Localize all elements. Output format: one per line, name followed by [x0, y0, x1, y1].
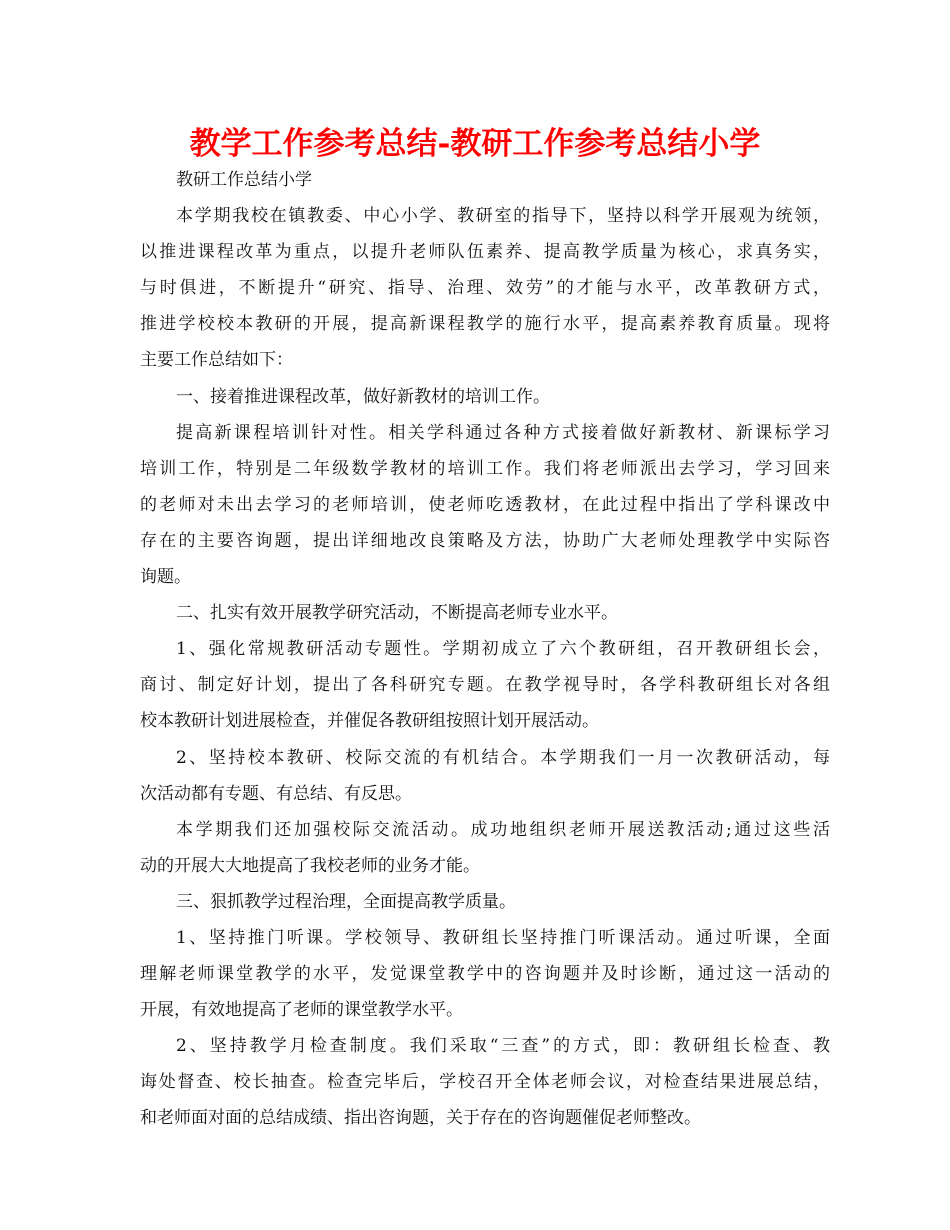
body-line: 2、坚持校本教研、校际交流的有机结合。本学期我们一月一次教研活动，每	[176, 747, 830, 768]
body-line: 和老师面对面的总结成绩、指出咨询题，关于存在的咨询题催促老师整改。	[140, 1108, 701, 1129]
body-line: 1、强化常规教研活动专题性。学期初成立了六个教研组，召开教研组长会，	[176, 639, 830, 660]
body-line: 教研工作总结小学	[176, 170, 312, 190]
body-line: 理解老师课堂教学的水平，发觉课堂教学中的咨询题并及时诊断，通过这一活动的	[140, 964, 830, 985]
body-line: 次活动都有专题、有总结、有反思。	[140, 783, 412, 804]
body-line: 提高新课程培训针对性。相关学科通过各种方式接着做好新教材、新课标学习	[176, 422, 830, 443]
document-body	[140, 162, 830, 1137]
body-line: 与时俱进，不断提升“研究、指导、治理、效劳”的才能与水平，改革教研方式，	[140, 278, 830, 299]
body-line: 动的开展大大地提高了我校老师的业务才能。	[140, 855, 480, 876]
document-title: 教学工作参考总结-教研工作参考总结小学	[189, 126, 761, 162]
body-line: 诲处督查、校长抽查。检查完毕后，学校召开全体老师会议，对检查结果进展总结，	[140, 1072, 830, 1093]
body-line: 校本教研计划进展检查，并催促各教研组按照计划开展活动。	[140, 711, 599, 732]
body-line: 本学期我们还加强校际交流活动。成功地组织老师开展送教活动;通过这些活	[176, 819, 830, 840]
body-line: 三、狠抓教学过程治理，全面提高教学质量。	[176, 891, 516, 912]
body-line: 1、坚持推门听课。学校领导、教研组长坚持推门听课活动。通过听课，全面	[176, 927, 830, 948]
body-line: 的老师对未出去学习的老师培训，使老师吃透教材，在此过程中指出了学科课改中	[140, 494, 830, 515]
body-line: 培训工作，特别是二年级数学教材的培训工作。我们将老师派出去学习，学习回来	[140, 458, 830, 479]
body-line: 商讨、制定好计划，提出了各科研究专题。在教学视导时，各学科教研组长对各组	[140, 675, 830, 696]
body-line: 一、接着推进课程改革，做好新教材的培训工作。	[176, 386, 550, 407]
body-line: 以推进课程改革为重点，以提升老师队伍素养、提高教学质量为核心，求真务实，	[140, 242, 830, 263]
body-line: 询题。	[140, 567, 191, 588]
body-line: 2、坚持教学月检查制度。我们采取“三查”的方式，即：教研组长检查、教	[176, 1036, 830, 1057]
body-line: 推进学校校本教研的开展，提高新课程教学的施行水平，提高素养教育质量。现将	[140, 314, 830, 335]
body-line: 存在的主要咨询题，提出详细地改良策略及方法，协助广大老师处理教学中实际咨	[140, 530, 830, 551]
body-line: 二、扎实有效开展教学研究活动，不断提高老师专业水平。	[176, 603, 618, 624]
body-line: 主要工作总结如下：	[140, 350, 293, 371]
body-line: 本学期我校在镇教委、中心小学、教研室的指导下，坚持以科学开展观为统领，	[176, 206, 830, 227]
body-line: 开展，有效地提高了老师的课堂教学水平。	[140, 1000, 463, 1021]
